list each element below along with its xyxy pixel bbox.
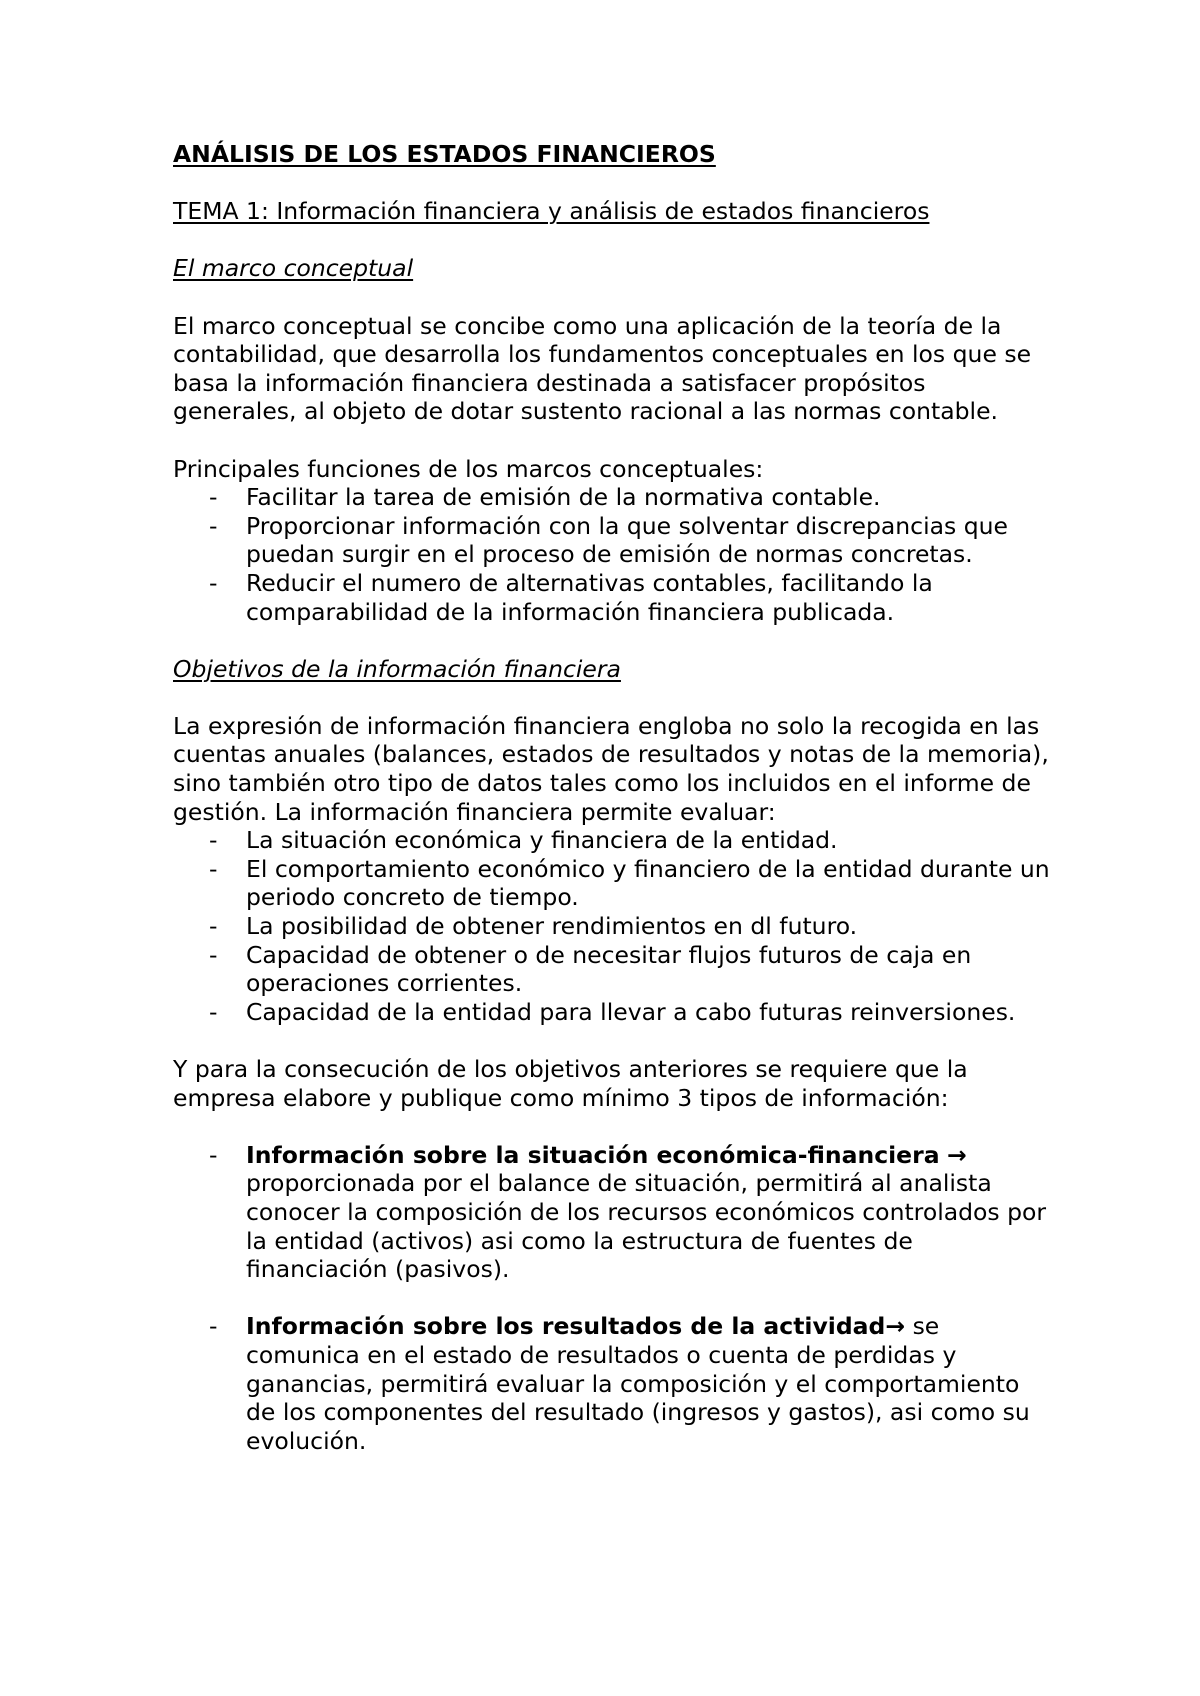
info-list [173, 1141, 1053, 1284]
dash-bullet: - [209, 568, 218, 597]
document-title: ANÁLISIS DE LOS ESTADOS FINANCIEROS [173, 140, 716, 168]
list-item-text: Capacidad de obtener o de necesitar flujos futuros de caja en operaciones corrientes. [246, 940, 972, 998]
spacer [173, 626, 1053, 655]
list-item [173, 998, 1053, 1027]
list-item [173, 912, 1053, 941]
list-item [173, 941, 1053, 998]
tipos-paragraph: Y para la consecución de los objetivos anteriores se requiere que la empresa elabore y publique como mínimo 3 tipos de información: [173, 1055, 968, 1112]
spacer [173, 226, 1053, 255]
info-list [173, 1312, 1053, 1455]
dash-bullet: - [209, 940, 218, 969]
list-item-text: Reducir el numero de alternativas contables, facilitando la comparabilidad de la información financiera publicada. [246, 568, 933, 626]
dash-bullet: - [209, 912, 218, 941]
list-item-text: La posibilidad de obtener rendimientos en dl futuro. [246, 912, 858, 941]
list-item [173, 826, 1053, 855]
spacer [173, 169, 1053, 198]
dash-bullet: - [209, 826, 218, 855]
section-heading-marco-text: El marco conceptual [173, 254, 414, 283]
list-item-text: El comportamiento económico y financiero de la entidad durante un periodo concreto de tiempo. [246, 854, 1050, 912]
dash-bullet: - [209, 511, 218, 540]
spacer [173, 1112, 1053, 1141]
tema-heading [173, 197, 1053, 226]
list-item-text: La situación económica y financiera de la entidad. [246, 826, 838, 855]
dash-bullet: - [209, 483, 218, 512]
list-item [173, 512, 1053, 569]
funciones-intro: Principales funciones de los marcos conceptuales: [173, 454, 764, 483]
spacer [173, 283, 1053, 312]
dash-bullet: - [209, 1312, 218, 1341]
spacer [173, 1026, 1053, 1055]
spacer [173, 1284, 1053, 1313]
info-item [173, 1312, 1053, 1455]
tema-heading-text: TEMA 1: Información financiera y análisis de estados financieros [173, 197, 930, 226]
objetivos-paragraph: La expresión de información financiera engloba no solo la recogida en las cuentas anuales (balances, estados de resultados y notas de la memoria), sino también otro tipo de datos tales como los incluidos en el informe de gestión. La información financiera permite evaluar: [173, 711, 1049, 826]
document-page [173, 140, 1053, 1455]
list-item [173, 569, 1053, 626]
info-item-bold: Información sobre los resultados de la actividad [246, 1312, 886, 1341]
funciones-list [173, 483, 1053, 626]
dash-bullet: - [209, 997, 218, 1026]
arrow-right-icon: → [947, 1140, 967, 1169]
info-item-bold: Información sobre la situación económica-financiera [246, 1140, 940, 1169]
section-heading-objetivos-text: Objetivos de la información financiera [173, 654, 621, 683]
list-item-text: Proporcionar información con la que solventar discrepancias que puedan surgir en el proceso de emisión de normas concretas. [246, 511, 1008, 569]
marco-paragraph: El marco conceptual se concibe como una aplicación de la teoría de la contabilidad, que desarrolla los fundamentos conceptuales en los que se basa la información financiera destinada a satisfacer propósitos generales, al objeto de dotar sustento racional a las normas contable. [173, 311, 1032, 426]
section-heading-objetivos [173, 655, 1053, 684]
info-item-text: se comunica en el estado de resultados o cuenta de perdidas y ganancias, permitirá evaluar la composición y el comportamiento de los componentes del resultado (ingresos y gastos), asi como su evolución. [246, 1312, 1030, 1455]
info-item-text: proporcionada por el balance de situación, permitirá al analista conocer la composición de los recursos económicos controlados por la entidad (activos) asi como la estructura de fuentes de financiación (pasivos). [246, 1169, 1047, 1284]
list-item [173, 855, 1053, 912]
list-item-text: Capacidad de la entidad para llevar a cabo futuras reinversiones. [246, 997, 1016, 1026]
spacer [173, 426, 1053, 455]
spacer [173, 683, 1053, 712]
list-item [173, 483, 1053, 512]
arrow-right-icon: → [885, 1312, 906, 1341]
list-item-text: Facilitar la tarea de emisión de la normativa contable. [246, 483, 881, 512]
dash-bullet: - [209, 1140, 218, 1169]
info-item [173, 1141, 1053, 1284]
dash-bullet: - [209, 854, 218, 883]
section-heading-marco [173, 254, 1053, 283]
objetivos-list [173, 826, 1053, 1026]
